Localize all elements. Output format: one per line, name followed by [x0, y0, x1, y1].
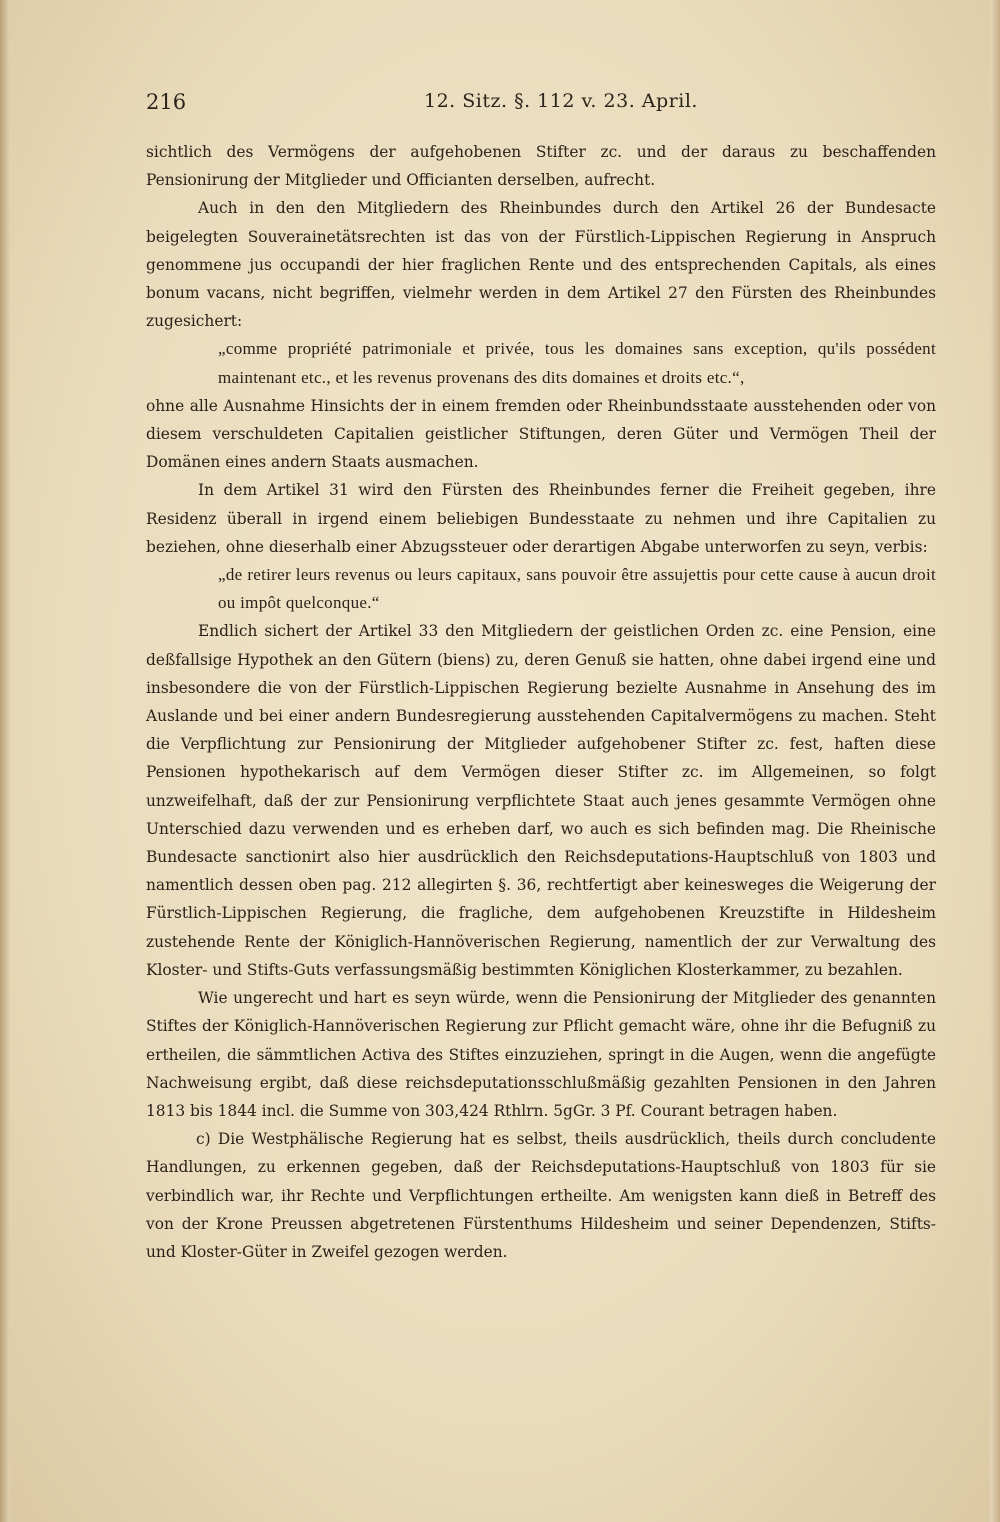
- body-text: [146, 138, 936, 1266]
- paragraph: Auch in den den Mitgliedern des Rheinbundes durch den Artikel 26 der Bundesacte beigelegten Souverainetätsrechten ist das von der Fürstlich-Lippischen Regierung in Anspruch genommene jus occupandi der hier fraglichen Rente und des entsprechenden Capitals, als eines bonum vacans, nicht begriffen, vielmehr werden in dem Artikel 27 den Fürsten des Rheinbundes zugesichert:: [146, 199, 936, 331]
- page-number: 216: [146, 90, 187, 114]
- paragraph: c) Die Westphälische Regierung hat es selbst, theils ausdrücklich, theils durch concludente Handlungen, zu erkennen gegeben, daß der Reichsdeputations-Hauptschluß von 1803 für sie verbindlich war, ihr Rechte und Verpflichtungen ertheilte. Am wenigsten kann dieß in Betreff des von der Krone Preussen abgetretenen Fürstenthums Hildesheim und seiner Dependenzen, Stifts- und Kloster-Güter in Zweifel gezogen werden.: [146, 1130, 936, 1261]
- french-quotation: „comme propriété patrimoniale et privée, tous les domaines sans exception, qu'ils possédent maintenant etc., et les revenus provenans des dits domaines et droits etc.“,: [218, 339, 936, 387]
- paragraph: sichtlich des Vermögens der aufgehobenen Stifter zc. und der daraus zu beschaffenden Pensionirung der Mitglieder und Officianten derselben, aufrecht.: [146, 143, 936, 190]
- page-right-edge: [990, 0, 1000, 1522]
- page-left-edge: [0, 0, 10, 1522]
- running-head: 12. Sitz. §. 112 v. 23. April.: [424, 90, 698, 112]
- paragraph: Endlich sichert der Artikel 33 den Mitgliedern der geistlichen Orden zc. eine Pension, eine deßfallsige Hypothek an den Gütern (biens) zu, deren Genuß sie hatten, ohne dabei irgend eine und insbesondere die von der Fürstlich-Lippischen Regierung bezielte Ausnahme in Ansehung des im Auslande und bei einer andern Bundesregierung ausstehenden Capitalvermögens zu machen. Steht die Verpflichtung zur Pensionirung der Mitglieder aufgehobener Stifter zc. fest, haften diese Pensionen hypothekarisch auf dem Vermögen dieser Stifter zc. im Allgemeinen, so folgt unzweifelhaft, daß der zur Pensionirung verpflichtete Staat auch jenes gesammte Vermögen ohne Unterschied dazu verwenden und es erheben darf, wo auch es sich befinden mag. Die Rheinische Bundesacte sanctionirt also hier ausdrücklich den Reichsdeputations-Hauptschluß von 1803 und namentlich dessen oben pag. 212 allegirten §. 36, rechtfertigt aber keinesweges die Weigerung der Fürstlich-Lippischen Regierung, die fragliche, dem aufgehobenen Kreuzstifte in Hildesheim zustehende Rente der Königlich-Hannöverischen Regierung, namentlich der zur Verwaltung des Kloster- und Stifts-Guts verfassungsmäßig bestimmten Königlichen Klosterkammer, zu bezahlen.: [146, 622, 936, 979]
- paragraph: Wie ungerecht und hart es seyn würde, wenn die Pensionirung der Mitglieder des genannten Stiftes der Königlich-Hannöverischen Regierung zur Pflicht gemacht wäre, ohne ihr die Befugniß zu ertheilen, die sämmtlichen Activa des Stiftes einzuziehen, springt in die Augen, wenn die angefügte Nachweisung ergibt, daß diese reichsdeputationsschlußmäßig gezahlten Pensionen in den Jahren 1813 bis 1844 incl. die Summe von 303,424 Rthlrn. 5gGr. 3 Pf. Courant betragen haben.: [146, 989, 936, 1120]
- paragraph: ohne alle Ausnahme Hinsichts der in einem fremden oder Rheinbundsstaate ausstehenden oder von diesem verschuldeten Capitalien geistlicher Stiftungen, deren Güter und Vermögen Theil der Domänen eines andern Staats ausmachen.: [146, 396, 936, 472]
- french-quotation: „de retirer leurs revenus ou leurs capitaux, sans pouvoir être assujettis pour cette cause à aucun droit ou impôt quelconque.“: [218, 565, 936, 613]
- paragraph: In dem Artikel 31 wird den Fürsten des Rheinbundes ferner die Freiheit gegeben, ihre Residenz überall in irgend einem beliebigen Bundesstaate zu nehmen und ihre Capitalien zu beziehen, ohne dieserhalb einer Abzugssteuer oder derartigen Abgabe unterworfen zu seyn, verbis:: [146, 481, 936, 556]
- page-header: [146, 90, 936, 120]
